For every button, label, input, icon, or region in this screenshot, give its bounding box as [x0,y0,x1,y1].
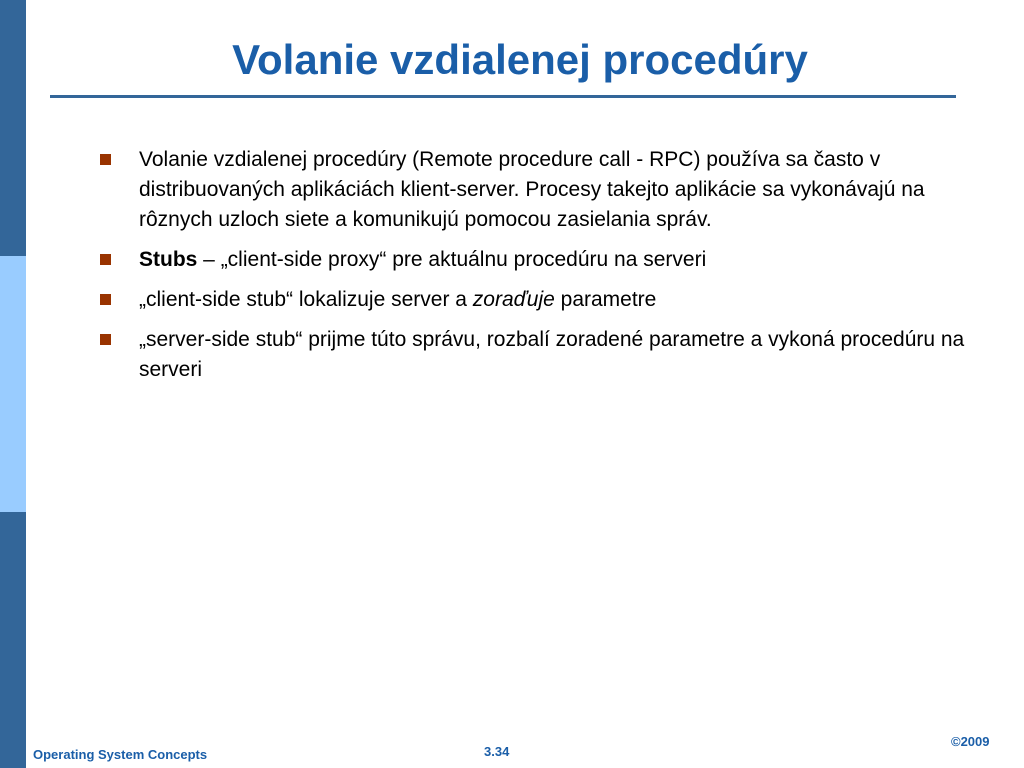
bullet-item-stubs [100,245,1000,275]
footer-book-title: Operating System Concepts [33,747,208,762]
title-underline [50,95,956,98]
sidebar-band-middle [0,256,26,512]
bullet-bold-term: Stubs [139,248,198,271]
slide-title: Volanie vzdialenej procedúry [232,36,808,83]
bullet-text: Volanie vzdialenej procedúry (Remote procedure call - RPC) používa sa často v distribuovaných aplikáciách klient-server. Procesy takejto aplikácie sa vykonávajú na rôznych uzloch siete a komunikujú pomocou zasielania správ. [139,148,925,231]
square-bullet-icon [100,334,111,345]
square-bullet-icon [100,154,111,165]
bullet-item-client-stub [100,285,1000,315]
sidebar-band-bottom [0,512,26,768]
bullet-text: „client-side stub“ lokalizuje server a [139,288,473,311]
bullet-text: parametre [554,288,657,311]
footer-page-number: 3.34 [484,744,510,759]
sidebar-band-top [0,0,26,256]
bullet-text: „server-side stub“ prijme túto správu, rozbalí zoradené parametre a vykoná procedúru na serveri [139,328,965,381]
square-bullet-icon [100,294,111,305]
sidebar-decoration [0,0,26,768]
footer-copyright: ©2009 [951,734,990,749]
bullet-italic-term: zoraďuje [472,288,555,311]
bullet-item-server-stub [100,325,1000,385]
square-bullet-icon [100,254,111,265]
bullet-item-rpc [100,145,1000,235]
bullet-list [100,145,1000,395]
bullet-text: – „client-side proxy“ pre aktuálnu procedúru na serveri [197,248,707,271]
